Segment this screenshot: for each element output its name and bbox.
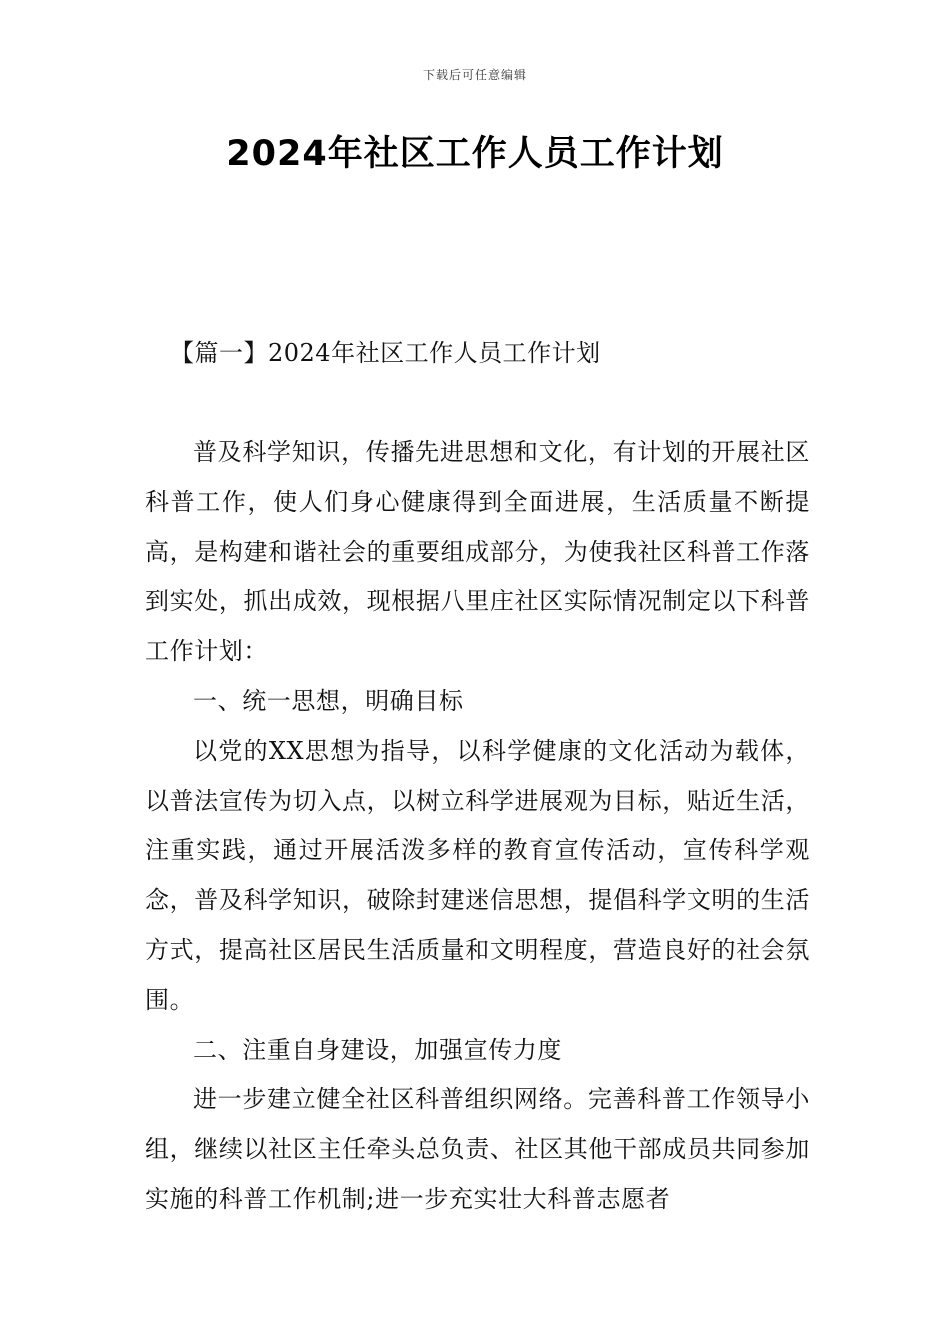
document-body <box>145 428 810 1225</box>
document-title: 2024年社区工作人员工作计划 <box>226 134 724 174</box>
section-heading: 【篇一】2024年社区工作人员工作计划 <box>170 339 601 367</box>
header-note: 下载后可任意编辑 <box>422 68 527 82</box>
paragraph-goals: 以党的XX思想为指导，以科学健康的文化活动为载体，以普法宣传为切入点，以树立科学进展观为目标，贴近生活，注重实践，通过开展活泼多样的教育宣传活动，宣传科学观念，普及科学知识，破除封建迷信思想，提倡科学文明的生活方式，提高社区居民生活质量和文明程度，营造良好的社会氛围。 <box>145 736 810 1014</box>
subheading-one: 一、统一思想，明确目标 <box>193 686 464 715</box>
paragraph-organization: 进一步建立健全社区科普组织网络。完善科普工作领导小组，继续以社区主任牵头总负责、社区其他干部成员共同参加实施的科普工作机制;进一步充实壮大科普志愿者 <box>145 1085 810 1213</box>
subheading-two: 二、注重自身建设，加强宣传力度 <box>193 1035 562 1064</box>
paragraph-intro: 普及科学知识，传播先进思想和文化，有计划的开展社区科普工作，使人们身心健康得到全面进展，生活质量不断提高，是构建和谐社会的重要组成部分，为使我社区科普工作落到实处，抓出成效，现根据八里庄社区实际情况制定以下科普工作计划： <box>145 438 810 666</box>
